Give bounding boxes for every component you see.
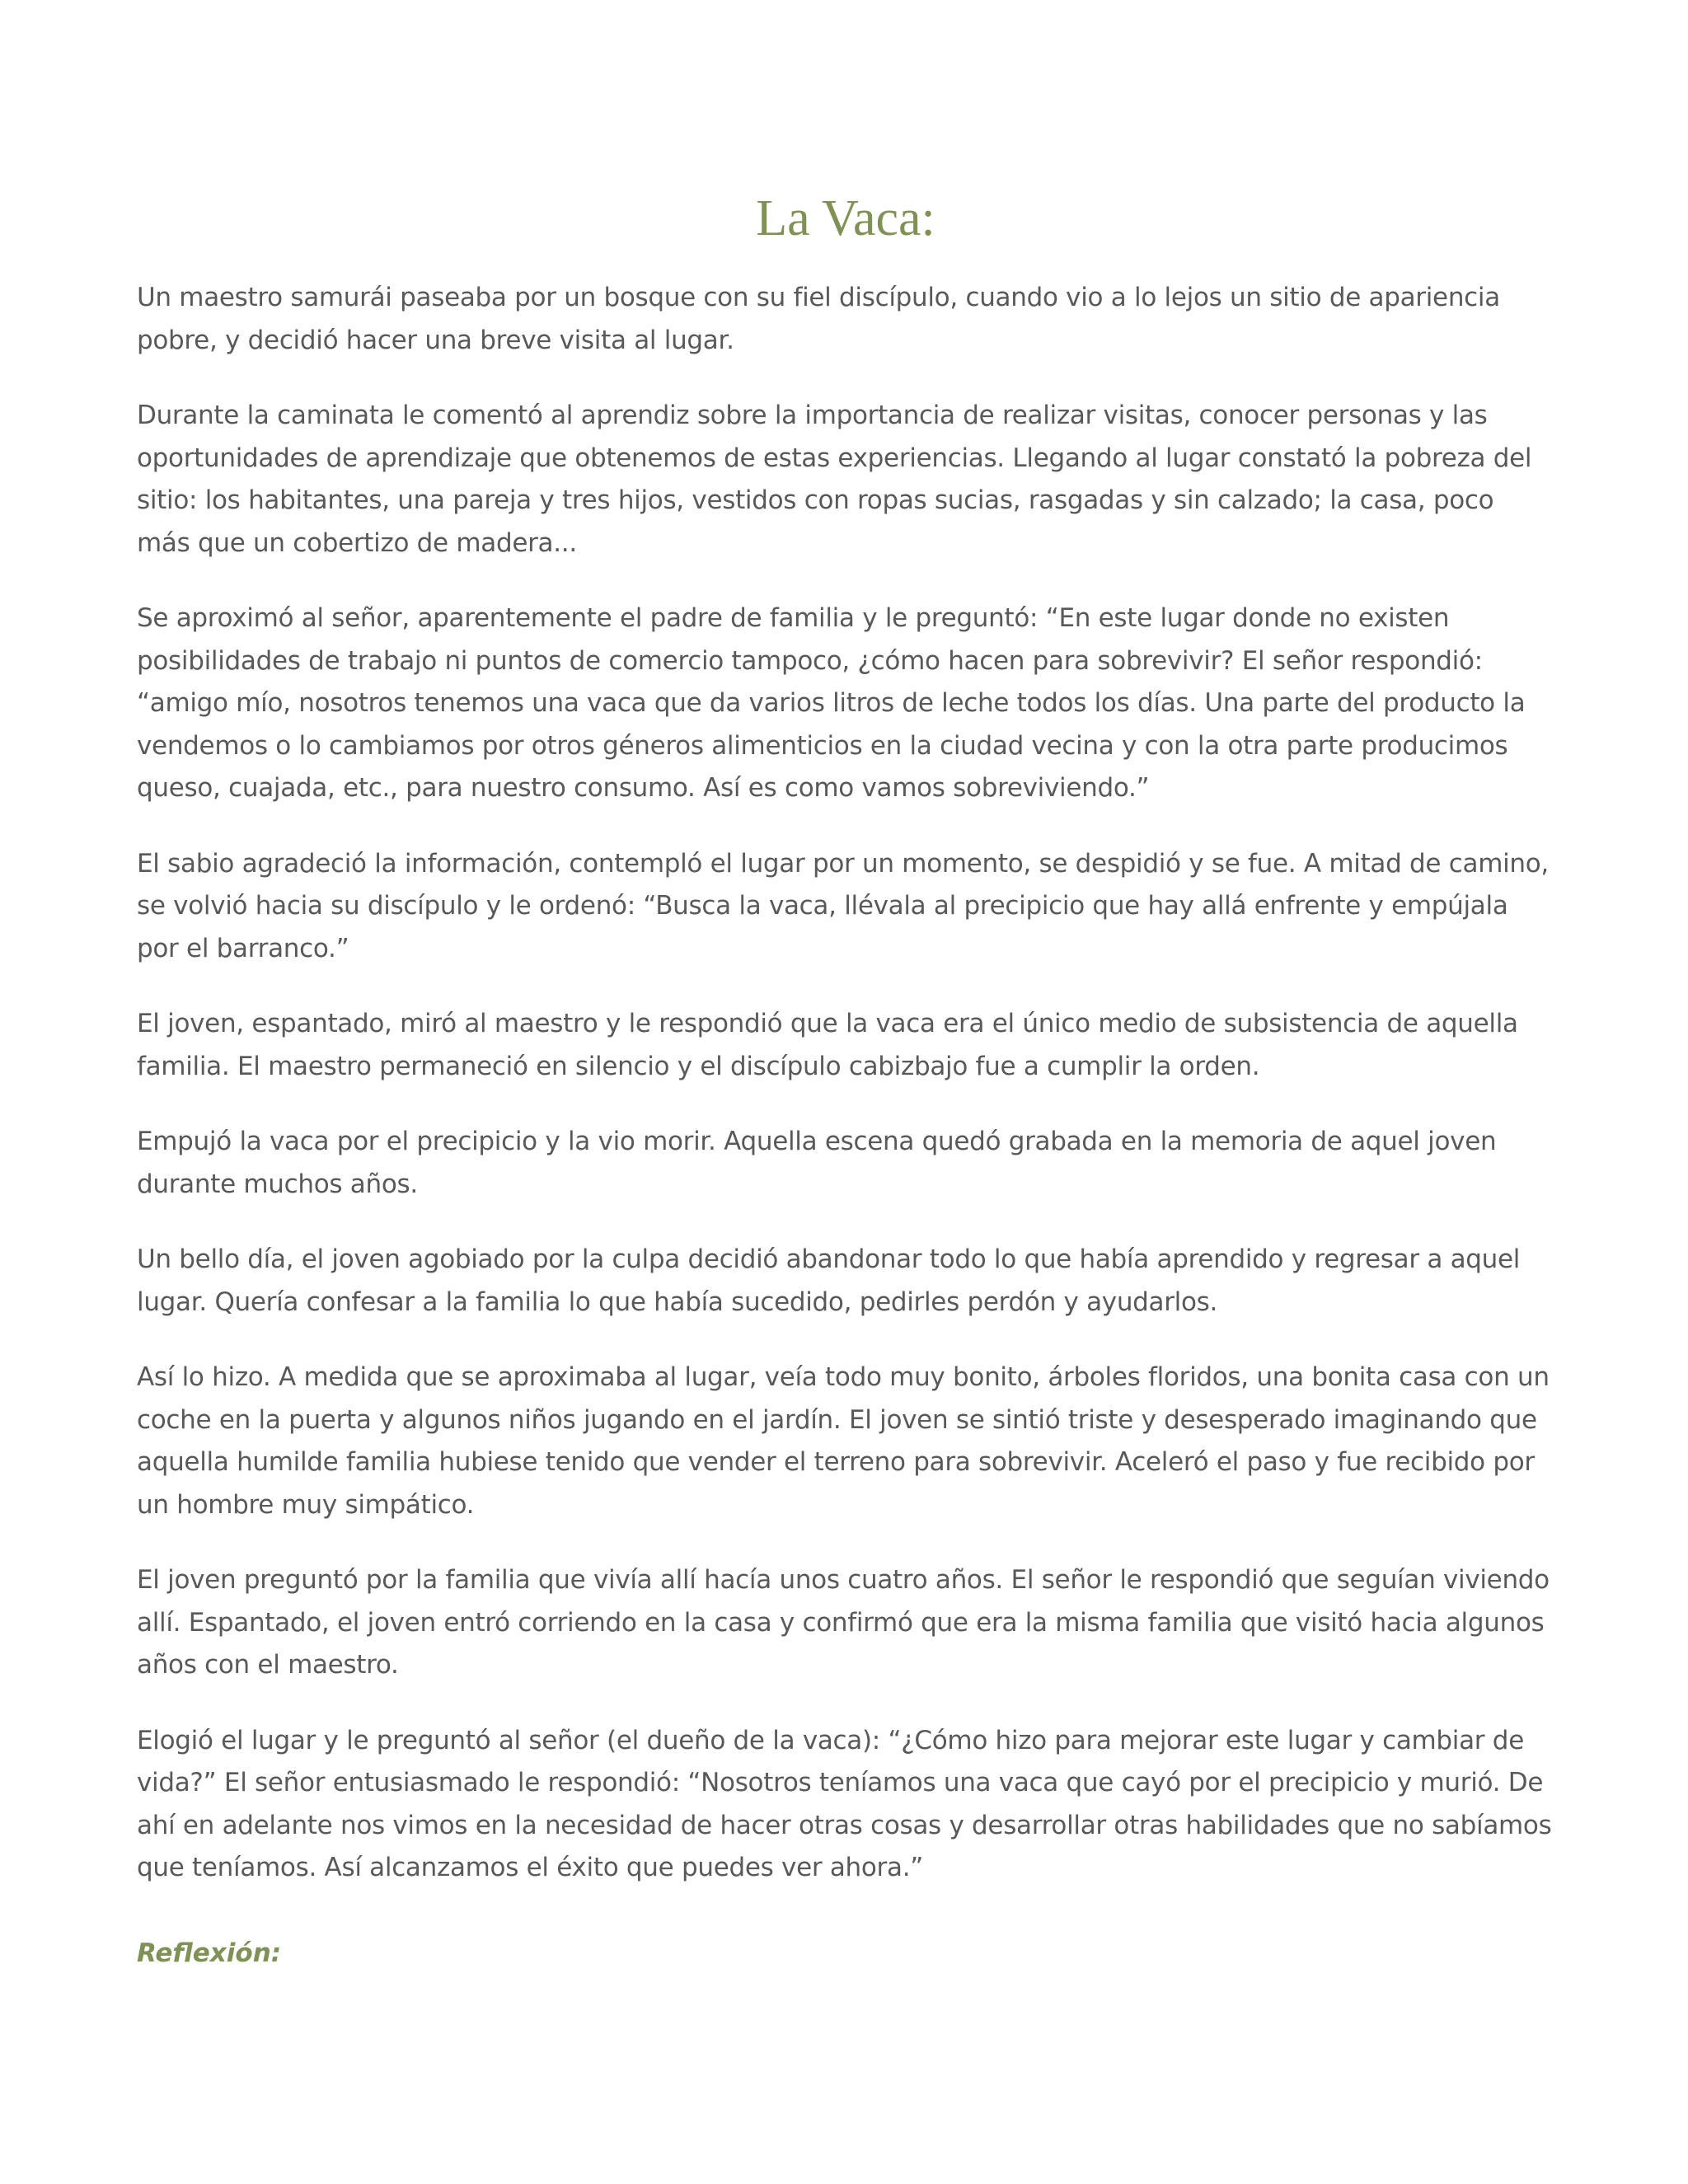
paragraph-2: Durante la caminata le comentó al aprendiz sobre la importancia de realizar visitas, conocer personas y las oportunidades de aprendizaje que obtenemos de estas experiencias. Llegando al lugar constató la pobreza del sitio: los habitantes, una pareja y tres hijos, vestidos con ropas sucias, rasgadas y sin calzado; la casa, poco más que un cobertizo de madera... — [137, 401, 1532, 558]
paragraph-8: Así lo hizo. A medida que se aproximaba al lugar, veía todo muy bonito, árboles floridos, una bonita casa con un coche en la puerta y algunos niños jugando en el jardín. El joven se sintió triste y desesperado imaginando que aquella humilde familia hubiese tenido que vender el terreno para sobrevivir. Aceleró el paso y fue recibido por un hombre muy simpático. — [137, 1362, 1550, 1520]
paragraph-4: El sabio agradeció la información, contempló el lugar por un momento, se despidió y se fue. A mitad de camino, se volvió hacia su discípulo y le ordenó: “Busca la vaca, llévala al precipicio que hay allá enfrente y empújala por el barranco.” — [137, 848, 1549, 963]
paragraph-9: El joven preguntó por la familia que vivía allí hacía unos cuatro años. El señor le respondió que seguían viviendo allí. Espantado, el joven entró corriendo en la casa y confirmó que era la misma familia que visitó hacia algunos años con el maestro. — [137, 1565, 1550, 1680]
paragraph-3: Se aproximó al señor, aparentemente el padre de familia y le preguntó: “En este lugar donde no existen posibilidades de trabajo ni puntos de comercio tampoco, ¿cómo hacen para sobrevivir? El señor respondió: “amigo mío, nosotros tenemos una vaca que da varios litros de leche todos los días. Una parte del producto la vendemos o lo cambiamos por otros géneros alimenticios en la ciudad vecina y con la otra parte producimos queso, cuajada, etc., para nuestro consumo. Así es como vamos sobreviviendo.” — [137, 603, 1526, 804]
reflexion-heading: Reflexión: — [137, 1938, 282, 1968]
document-title: La Vaca: — [756, 190, 935, 246]
paragraph-7: Un bello día, el joven agobiado por la culpa decidió abandonar todo lo que había aprendido y regresar a aquel lugar. Quería confesar a la familia lo que había sucedido, pedirles perdón y ayudarlos. — [137, 1244, 1521, 1317]
paragraph-6: Empujó la vaca por el precipicio y la vio morir. Aquella escena quedó grabada en la memoria de aquel joven durante muchos años. — [137, 1127, 1497, 1199]
paragraph-1: Un maestro samurái paseaba por un bosque con su fiel discípulo, cuando vio a lo lejos un sitio de apariencia pobre, y decidió hacer una breve visita al lugar. — [137, 283, 1500, 355]
document-page — [137, 188, 1554, 1975]
paragraph-10: Elogió el lugar y le preguntó al señor (el dueño de la vaca): “¿Cómo hizo para mejorar este lugar y cambiar de vida?” El señor entusiasmado le respondió: “Nosotros teníamos una vaca que cayó por el precipicio y murió. De ahí en adelante nos vimos en la necesidad de hacer otras cosas y desarrollar otras habilidades que no sabíamos que teníamos. Así alcanzamos el éxito que puedes ver ahora.” — [137, 1725, 1552, 1883]
paragraph-5: El joven, espantado, miró al maestro y le respondió que la vaca era el único medio de subsistencia de aquella familia. El maestro permaneció en silencio y el discípulo cabizbajo fue a cumplir la orden. — [137, 1009, 1518, 1081]
